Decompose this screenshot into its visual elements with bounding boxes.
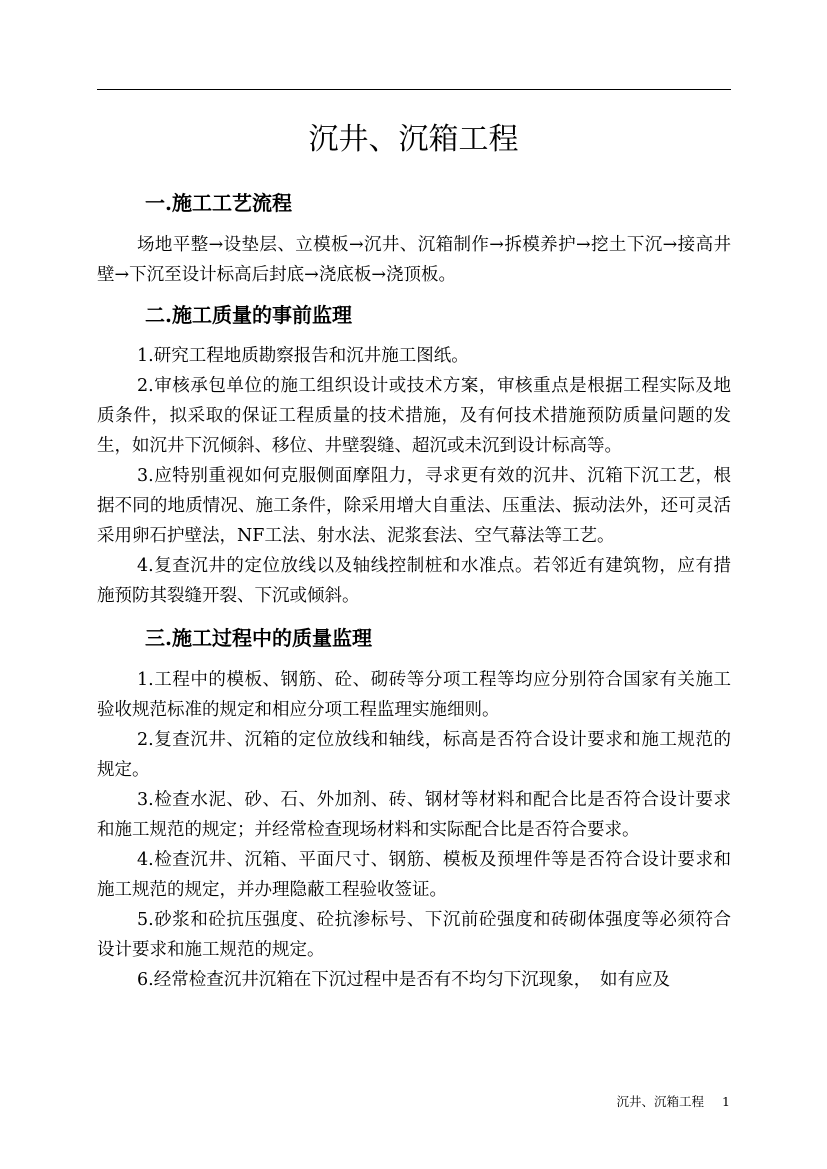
paragraph: 2.审核承包单位的施工组织设计或技术方案，审核重点是根据工程实际及地质条件，拟采取的保证工程质量的技术措施，及有何技术措施预防质量问题的发生，如沉井下沉倾斜、移位、井壁裂缝、超沉或未沉到设计标高等。	[97, 376, 731, 456]
section-heading-process: 一.施工工艺流程	[145, 191, 292, 215]
paragraph: 5.砂浆和砼抗压强度、砼抗渗标号、下沉前砼强度和砖砌体强度等必须符合设计要求和施工规范的规定。	[97, 910, 731, 960]
footer-title: 沉井、沉箱工程	[616, 1094, 705, 1109]
paragraph: 2.复查沉井、沉箱的定位放线和轴线，标高是否符合设计要求和施工规范的规定。	[97, 730, 731, 780]
paragraph: 4.检查沉井、沉箱、平面尺寸、钢筋、模板及预埋件等是否符合设计要求和施工规范的规定，并办理隐蔽工程验收签证。	[97, 850, 731, 900]
document-body	[97, 180, 731, 995]
header-rule	[97, 89, 731, 90]
paragraph: 3.应特别重视如何克服侧面摩阻力，寻求更有效的沉井、沉箱下沉工艺，根据不同的地质情况、施工条件，除采用增大自重法、压重法、振动法外，还可灵活采用卵石护壁法，NF工法、射水法、泥浆套法、空气幕法等工艺。	[97, 466, 731, 546]
document-title: 沉井、沉箱工程	[308, 122, 519, 157]
page-footer	[617, 1093, 730, 1111]
paragraph: 4.复查沉井的定位放线以及轴线控制桩和水准点。若邻近有建筑物，应有措施预防其裂缝开裂、下沉或倾斜。	[97, 556, 731, 606]
paragraph: 6.经常检查沉井沉箱在下沉过程中是否有不均匀下沉现象， 如有应及	[137, 970, 670, 990]
section-heading-pre-supervision: 二.施工质量的事前监理	[145, 303, 352, 327]
section-heading-in-process-supervision: 三.施工过程中的质量监理	[145, 626, 372, 650]
paragraph: 1.研究工程地质勘察报告和沉井施工图纸。	[137, 346, 469, 366]
page-number: 1	[722, 1094, 730, 1109]
paragraph: 场地平整→设垫层、立模板→沉井、沉箱制作→拆模养护→挖土下沉→接高井壁→下沉至设计标高后封底→浇底板→浇顶板。	[97, 235, 731, 285]
paragraph: 1.工程中的模板、钢筋、砼、砌砖等分项工程等均应分别符合国家有关施工验收规范标准的规定和相应分项工程监理实施细则。	[97, 670, 731, 720]
paragraph: 3.检查水泥、砂、石、外加剂、砖、钢材等材料和配合比是否符合设计要求和施工规范的规定；并经常检查现场材料和实际配合比是否符合要求。	[97, 790, 731, 840]
